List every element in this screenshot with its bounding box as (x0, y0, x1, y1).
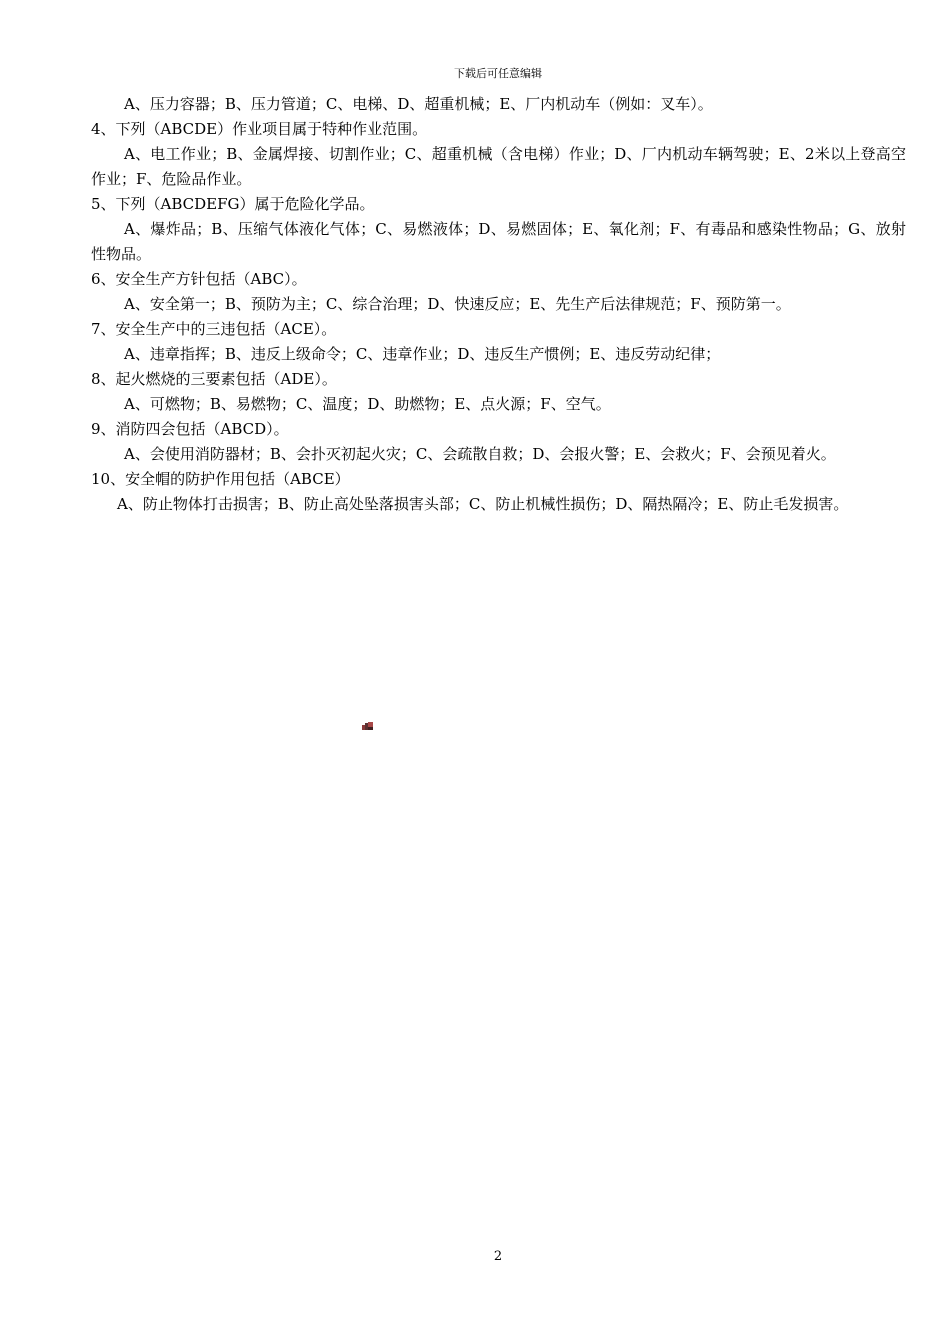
question-text: 5、下列（ABCDEFG）属于危险化学品。 (91, 195, 375, 213)
answer-options: A、压力容器；B、压力管道；C、电梯、D、超重机械；E、厂内机动车（例如：叉车）。 (124, 95, 713, 113)
question-text: 8、起火燃烧的三要素包括（ADE）。 (91, 370, 337, 388)
header-text: 下载后可任意编辑 (454, 67, 542, 80)
answer-options: A、电工作业；B、金属焊接、切割作业；C、超重机械（含电梯）作业；D、厂内机动车辆驾驶；E、2米以上登高空作业；F、危险品作业。 (91, 145, 906, 188)
question-text: 4、下列（ABCDE）作业项目属于特种作业范围。 (91, 120, 428, 138)
document-body (91, 92, 906, 517)
question-text: 6、安全生产方针包括（ABC）。 (91, 270, 307, 288)
question-block (91, 267, 906, 317)
question-block (91, 317, 906, 367)
answer-options: A、安全第一；B、预防为主；C、综合治理；D、快速反应；E、先生产后法律规范；F、预防第一。 (124, 295, 791, 313)
answer-options: A、防止物体打击损害；B、防止高处坠落损害头部；C、防止机械性损伤；D、隔热隔冷；E、防止毛发损害。 (117, 495, 849, 513)
answer-options: A、爆炸品；B、压缩气体液化气体；C、易燃液体；D、易燃固体；E、氧化剂；F、有毒品和感染性物品；G、放射性物品。 (91, 220, 906, 263)
question-text: 10、安全帽的防护作用包括（ABCE） (91, 470, 350, 488)
answer-options: A、违章指挥；B、违反上级命令；C、违章作业；D、违反生产惯例；E、违反劳动纪律； (124, 345, 721, 363)
answer-options: A、可燃物；B、易燃物；C、温度；D、助燃物；E、点火源；F、空气。 (124, 395, 611, 413)
page-number-text: 2 (493, 1249, 503, 1264)
question-block (91, 117, 906, 192)
question-block (91, 92, 906, 117)
answer-options: A、会使用消防器材；B、会扑灭初起火灾；C、会疏散自救；D、会报火警；E、会救火；F、会预见着火。 (124, 445, 836, 463)
small-image-marker (362, 722, 373, 730)
page-number (0, 1248, 950, 1266)
question-block (91, 417, 906, 467)
question-text: 9、消防四会包括（ABCD）。 (91, 420, 289, 438)
question-block (91, 367, 906, 417)
question-block (91, 192, 906, 267)
question-block (91, 467, 906, 517)
page-header (0, 66, 950, 82)
question-text: 7、安全生产中的三违包括（ACE）。 (91, 320, 337, 338)
